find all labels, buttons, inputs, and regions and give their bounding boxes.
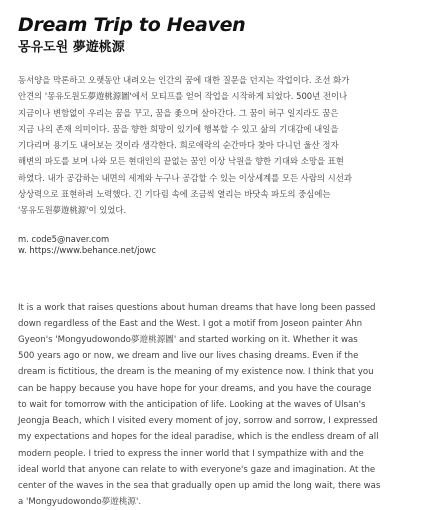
page-title: Dream Trip to Heaven [18, 14, 246, 36]
korean-line: 동서양을 막론하고 오랫동안 내려오는 인간의 꿈에 대한 질문을 던지는 작업이다. 조선 화가 [18, 75, 350, 85]
english-line: center of the waves in the sea that gradually open up amid the long wait, there was [18, 480, 381, 491]
contact-website[interactable]: w. https://www.behance.net/jowc [18, 244, 156, 255]
korean-line: 해변의 파도를 보며 나와 모든 현대인의 끝없는 꿈인 이상 낙원을 향한 기대와 소망을 표현 [18, 156, 344, 167]
contact-block [18, 234, 414, 256]
document-page [18, 14, 414, 510]
page-subtitle: 몽유도원 夢遊桃源 [18, 40, 125, 55]
english-description [18, 300, 414, 510]
english-line: a 'Mongyudowondo夢遊桃源'. [18, 497, 142, 508]
english-line: Gyeon's 'Mongyudowondo夢遊桃源圖' and started working on it. Whether it was [18, 335, 358, 346]
english-line: 500 years ago or now, we dream and live our lives chasing dreams. Even if the [18, 351, 359, 362]
contact-email[interactable]: m. code5@naver.com [18, 233, 110, 244]
korean-line: 상상력으로 표현하려 노력했다. 긴 기다림 속에 조금씩 열리는 바닷속 파도의 중심에는 [18, 189, 331, 200]
korean-line: 지금이나 변함없이 우리는 꿈을 꾸고, 꿈을 좇으며 살아간다. 그 꿈이 허구 일지라도 꿈은 [18, 107, 339, 118]
english-line: can be happy because you have hope for your dreams, and you have the courage [18, 383, 372, 394]
english-line: down regardless of the East and the West. I got a motif from Joseon painter Ahn [18, 318, 363, 329]
english-line: modern people. I tried to express the inner world that I sympathize with and the [18, 448, 364, 459]
korean-line: '몽유도원夢遊桃源'이 있었다. [18, 205, 127, 216]
korean-line: 안견의 '몽유도원도夢遊桃源圖'에서 모티프를 얻어 작업을 시작하게 되었다. 500년 전이나 [18, 91, 348, 102]
korean-line: 하였다. 내가 공감하는 내면의 세계와 누구나 공감할 수 있는 이상세계를 모든 사람의 시선과 [18, 172, 352, 183]
korean-line: 기다리며 용기도 내어보는 것이라 생각한다. 희로애락의 순간마다 찾아 다니던 울산 정자 [18, 140, 339, 151]
english-line: Jeongja Beach, which I visited every moment of joy, sorrow and sorrow, I expressed [18, 416, 378, 427]
korean-line: 지금 나의 존재 의미이다. 꿈을 향한 희망이 있기에 행복할 수 있고 삶의 기대감에 내일을 [18, 123, 339, 134]
english-line: ideal world that anyone can relate to with everyone's gaze and imagination. At the [18, 464, 376, 475]
english-line: to wait for tomorrow with the anticipation of life. Looking at the waves of Ulsan's [18, 399, 366, 410]
english-line: my expectations and hopes for the ideal paradise, which is the endless dream of all [18, 432, 379, 443]
english-line: dream is fictitious, the dream is the meaning of my existence now. I think that you [18, 367, 374, 378]
korean-description [18, 72, 414, 219]
english-line: It is a work that raises questions about human dreams that have long been passed [18, 302, 376, 313]
